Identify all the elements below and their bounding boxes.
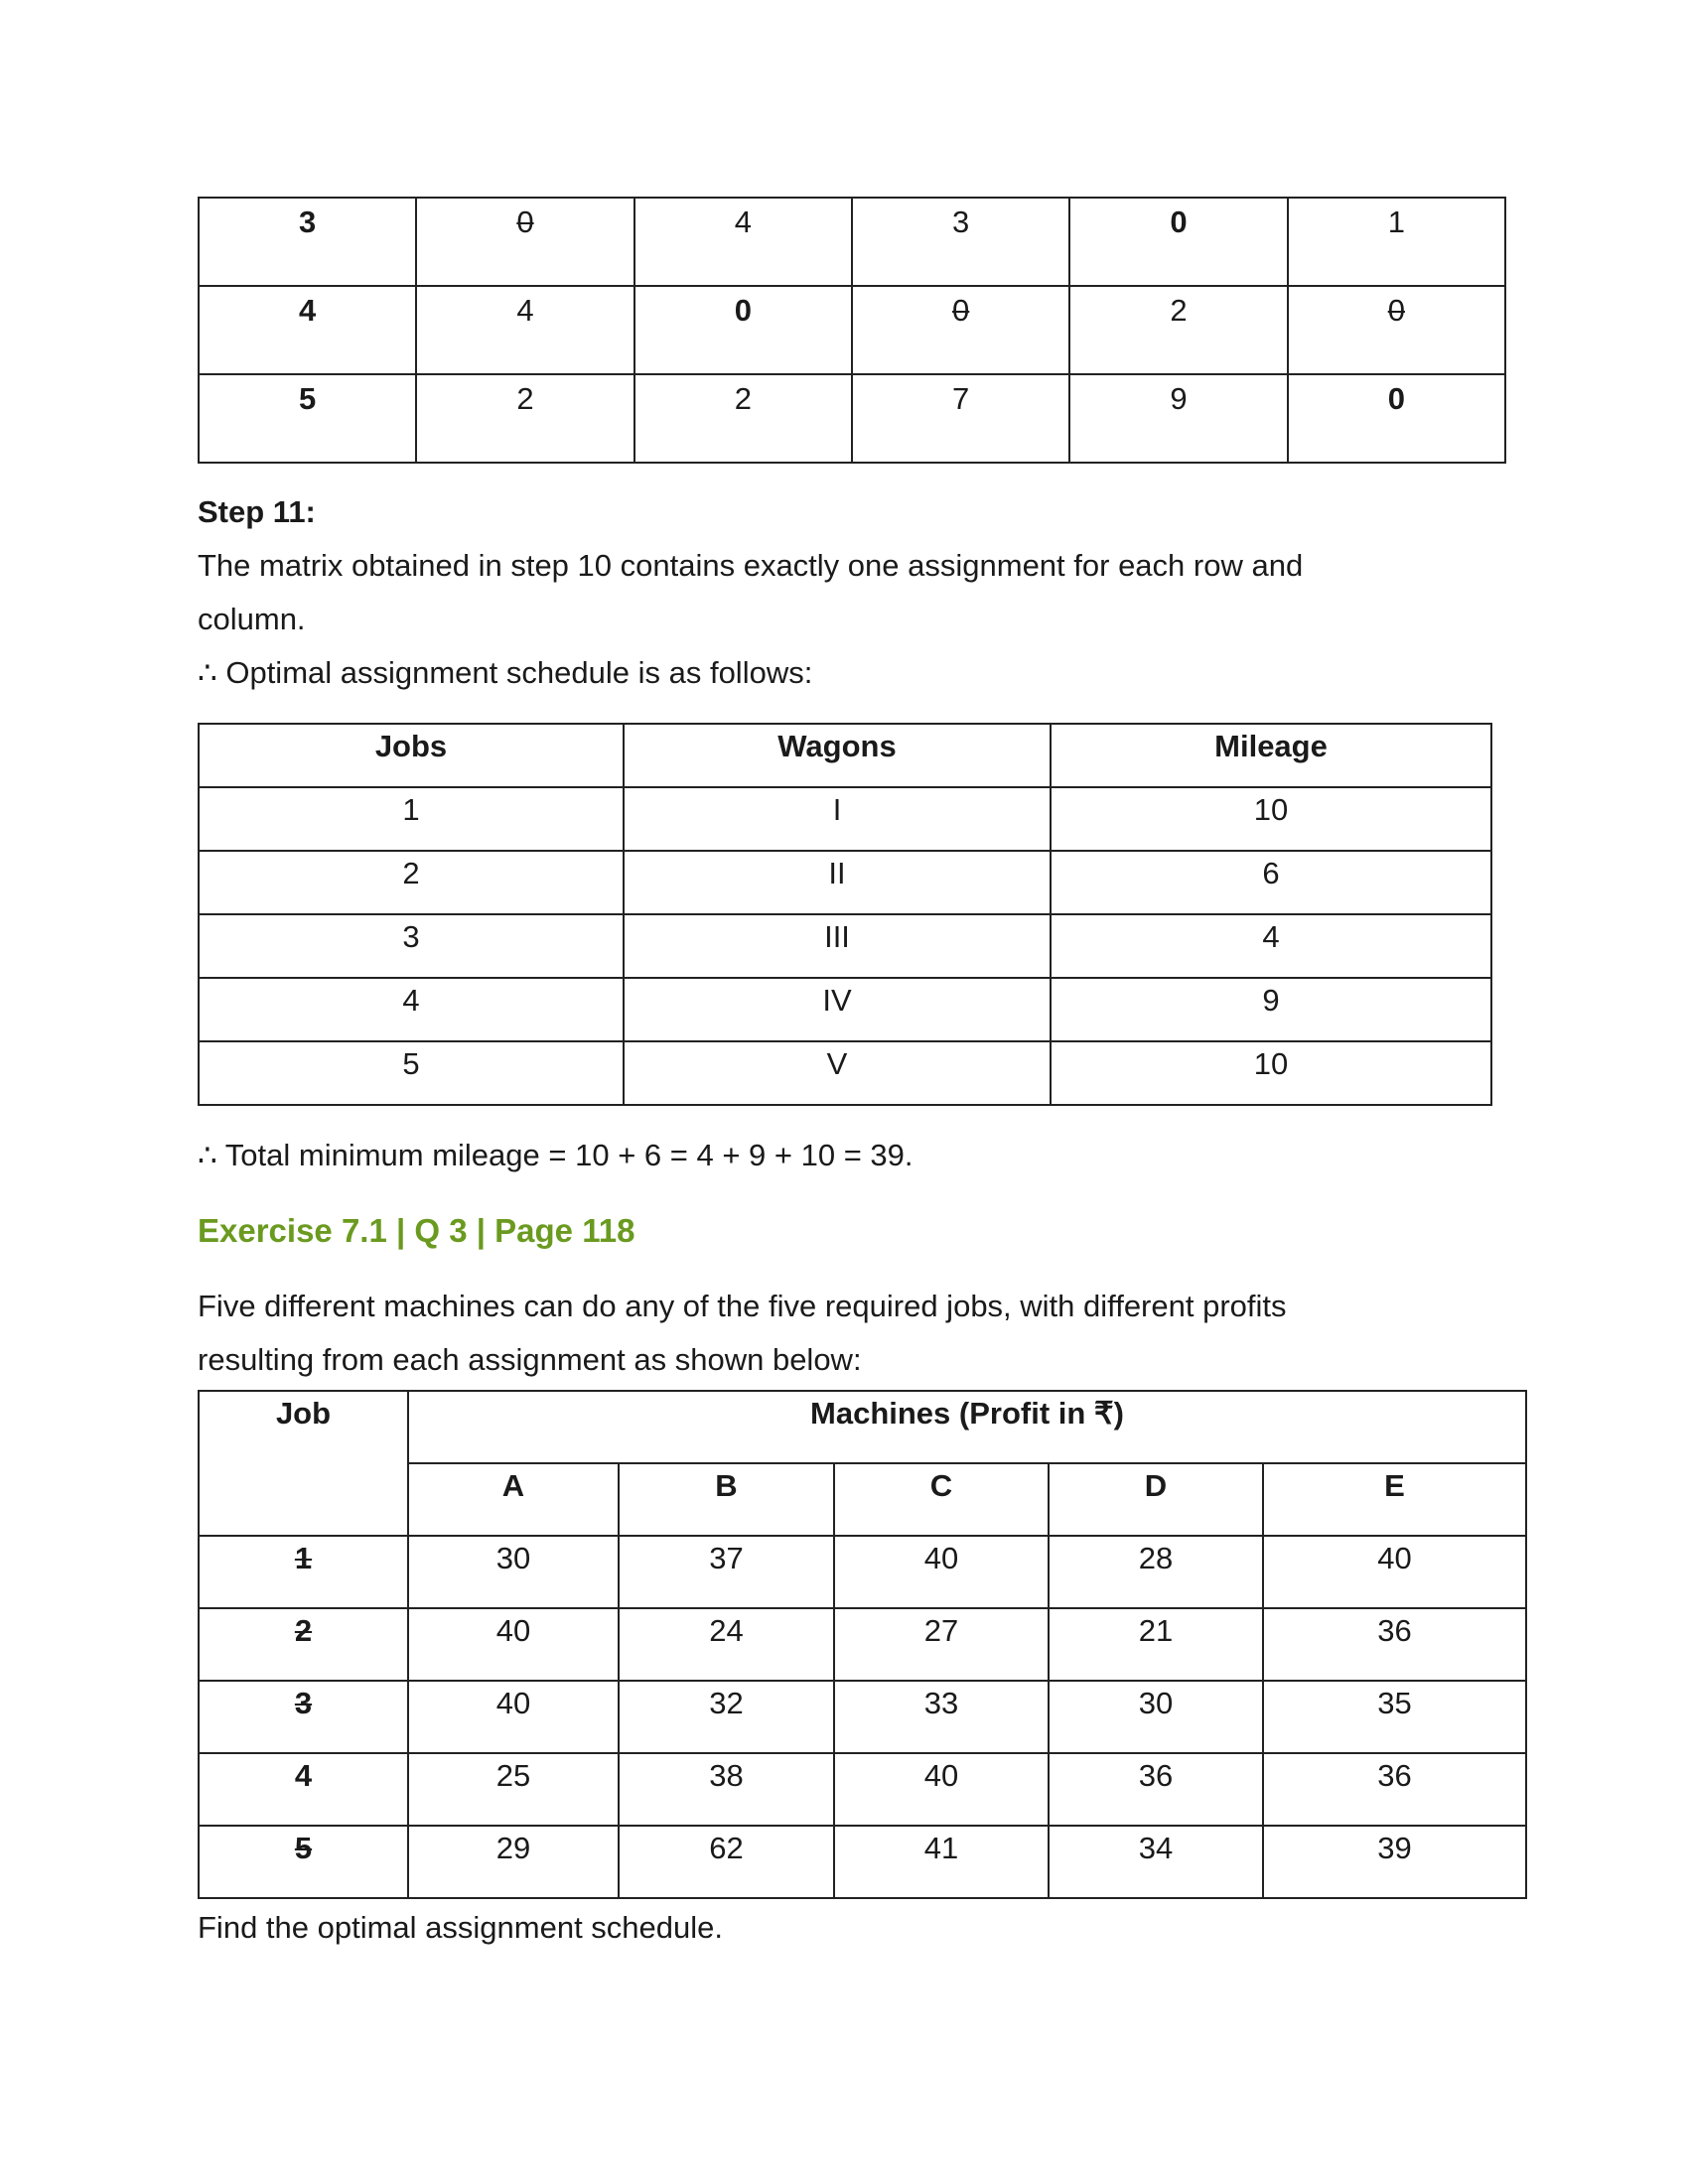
profit-cell: 33 — [834, 1681, 1049, 1753]
job-cell: 1 — [199, 787, 624, 851]
step-11-line-1: The matrix obtained in step 10 contains exactly one assignment for each row and — [198, 548, 1304, 583]
mileage-cell: 10 — [1051, 1041, 1491, 1105]
job-cell: 5 — [199, 1041, 624, 1105]
profit-cell: 40 — [834, 1753, 1049, 1826]
table-row — [199, 1041, 1491, 1105]
profit-cell: 30 — [408, 1536, 619, 1608]
table-row — [199, 374, 1505, 463]
profit-cell: 29 — [408, 1826, 619, 1898]
mileage-cell: 4 — [1051, 914, 1491, 978]
profit-body — [199, 1536, 1526, 1898]
job-label-cell: 1 — [199, 1536, 408, 1608]
table-row — [199, 1826, 1526, 1898]
header-mileage: Mileage — [1051, 724, 1491, 787]
profit-cell: 38 — [619, 1753, 834, 1826]
matrix-cell: 0 — [634, 286, 852, 374]
row-label-cell: 5 — [199, 374, 416, 463]
matrix-cell: 0 — [1069, 198, 1287, 286]
profit-cell: 21 — [1049, 1608, 1263, 1681]
header-wagons: Wagons — [624, 724, 1051, 787]
profit-cell: 40 — [834, 1536, 1049, 1608]
reduced-matrix-body — [199, 198, 1505, 463]
matrix-cell: 0 — [852, 286, 1069, 374]
profit-cell: 41 — [834, 1826, 1049, 1898]
table-row — [199, 1753, 1526, 1826]
profit-cell: 32 — [619, 1681, 834, 1753]
matrix-cell: 9 — [1069, 374, 1287, 463]
table-row — [199, 286, 1505, 374]
profit-cell: 28 — [1049, 1536, 1263, 1608]
row-label-cell: 4 — [199, 286, 416, 374]
matrix-cell: 7 — [852, 374, 1069, 463]
mileage-cell: 6 — [1051, 851, 1491, 914]
table-row — [199, 851, 1491, 914]
profit-cell: 36 — [1263, 1753, 1526, 1826]
profit-matrix-table — [198, 1390, 1527, 1899]
header-jobs: Jobs — [199, 724, 624, 787]
profit-cell: 40 — [408, 1681, 619, 1753]
step-11-line-2: column. — [198, 602, 306, 636]
job-label-cell: 3 — [199, 1681, 408, 1753]
table-row — [199, 914, 1491, 978]
profit-cell: 24 — [619, 1608, 834, 1681]
profit-header-row-1 — [199, 1391, 1526, 1463]
profit-cell: 37 — [619, 1536, 834, 1608]
header-machines: Machines (Profit in ₹) — [408, 1391, 1526, 1463]
header-job: Job — [199, 1391, 408, 1536]
profit-cell: 25 — [408, 1753, 619, 1826]
table-row — [199, 978, 1491, 1041]
profit-cell: 27 — [834, 1608, 1049, 1681]
profit-cell: 34 — [1049, 1826, 1263, 1898]
profit-cell: 39 — [1263, 1826, 1526, 1898]
row-label-cell: 3 — [199, 198, 416, 286]
table-row — [199, 1681, 1526, 1753]
step-11-heading: Step 11: — [198, 494, 316, 529]
machine-label-d: D — [1049, 1463, 1263, 1536]
final-question-line: Find the optimal assignment schedule. — [198, 1910, 724, 1945]
profit-cell: 30 — [1049, 1681, 1263, 1753]
step-11-line-3: ∴ Optimal assignment schedule is as follows: — [198, 655, 813, 690]
question-line-1: Five different machines can do any of the five required jobs, with different profits — [198, 1289, 1287, 1323]
matrix-cell: 4 — [416, 286, 633, 374]
table-row — [199, 787, 1491, 851]
job-cell: 2 — [199, 851, 624, 914]
mileage-cell: 9 — [1051, 978, 1491, 1041]
job-label-cell: 2 — [199, 1608, 408, 1681]
wagon-cell: V — [624, 1041, 1051, 1105]
matrix-cell: 0 — [1288, 374, 1505, 463]
wagon-cell: I — [624, 787, 1051, 851]
total-mileage-line: ∴ Total minimum mileage = 10 + 6 = 4 + 9 + 10 = 39. — [198, 1138, 914, 1172]
matrix-cell: 3 — [852, 198, 1069, 286]
matrix-cell: 1 — [1288, 198, 1505, 286]
job-cell: 3 — [199, 914, 624, 978]
matrix-cell: 2 — [634, 374, 852, 463]
wagon-cell: III — [624, 914, 1051, 978]
job-label-cell: 4 — [199, 1753, 408, 1826]
schedule-header-row — [199, 724, 1491, 787]
profit-cell: 62 — [619, 1826, 834, 1898]
schedule-body — [199, 787, 1491, 1105]
reduced-matrix-table — [198, 197, 1506, 464]
profit-cell: 40 — [408, 1608, 619, 1681]
question-line-2: resulting from each assignment as shown below: — [198, 1342, 862, 1377]
exercise-title: Exercise 7.1 | Q 3 | Page 118 — [198, 1212, 635, 1249]
profit-cell: 36 — [1263, 1608, 1526, 1681]
table-row — [199, 1536, 1526, 1608]
mileage-cell: 10 — [1051, 787, 1491, 851]
matrix-cell: 4 — [634, 198, 852, 286]
machine-label-e: E — [1263, 1463, 1526, 1536]
machine-label-b: B — [619, 1463, 834, 1536]
matrix-cell: 0 — [416, 198, 633, 286]
wagon-cell: II — [624, 851, 1051, 914]
matrix-cell: 0 — [1288, 286, 1505, 374]
assignment-schedule-table — [198, 723, 1492, 1106]
profit-cell: 40 — [1263, 1536, 1526, 1608]
job-cell: 4 — [199, 978, 624, 1041]
table-row — [199, 1608, 1526, 1681]
table-row — [199, 198, 1505, 286]
wagon-cell: IV — [624, 978, 1051, 1041]
profit-cell: 35 — [1263, 1681, 1526, 1753]
machine-label-c: C — [834, 1463, 1049, 1536]
matrix-cell: 2 — [416, 374, 633, 463]
profit-cell: 36 — [1049, 1753, 1263, 1826]
machine-label-a: A — [408, 1463, 619, 1536]
matrix-cell: 2 — [1069, 286, 1287, 374]
job-label-cell: 5 — [199, 1826, 408, 1898]
